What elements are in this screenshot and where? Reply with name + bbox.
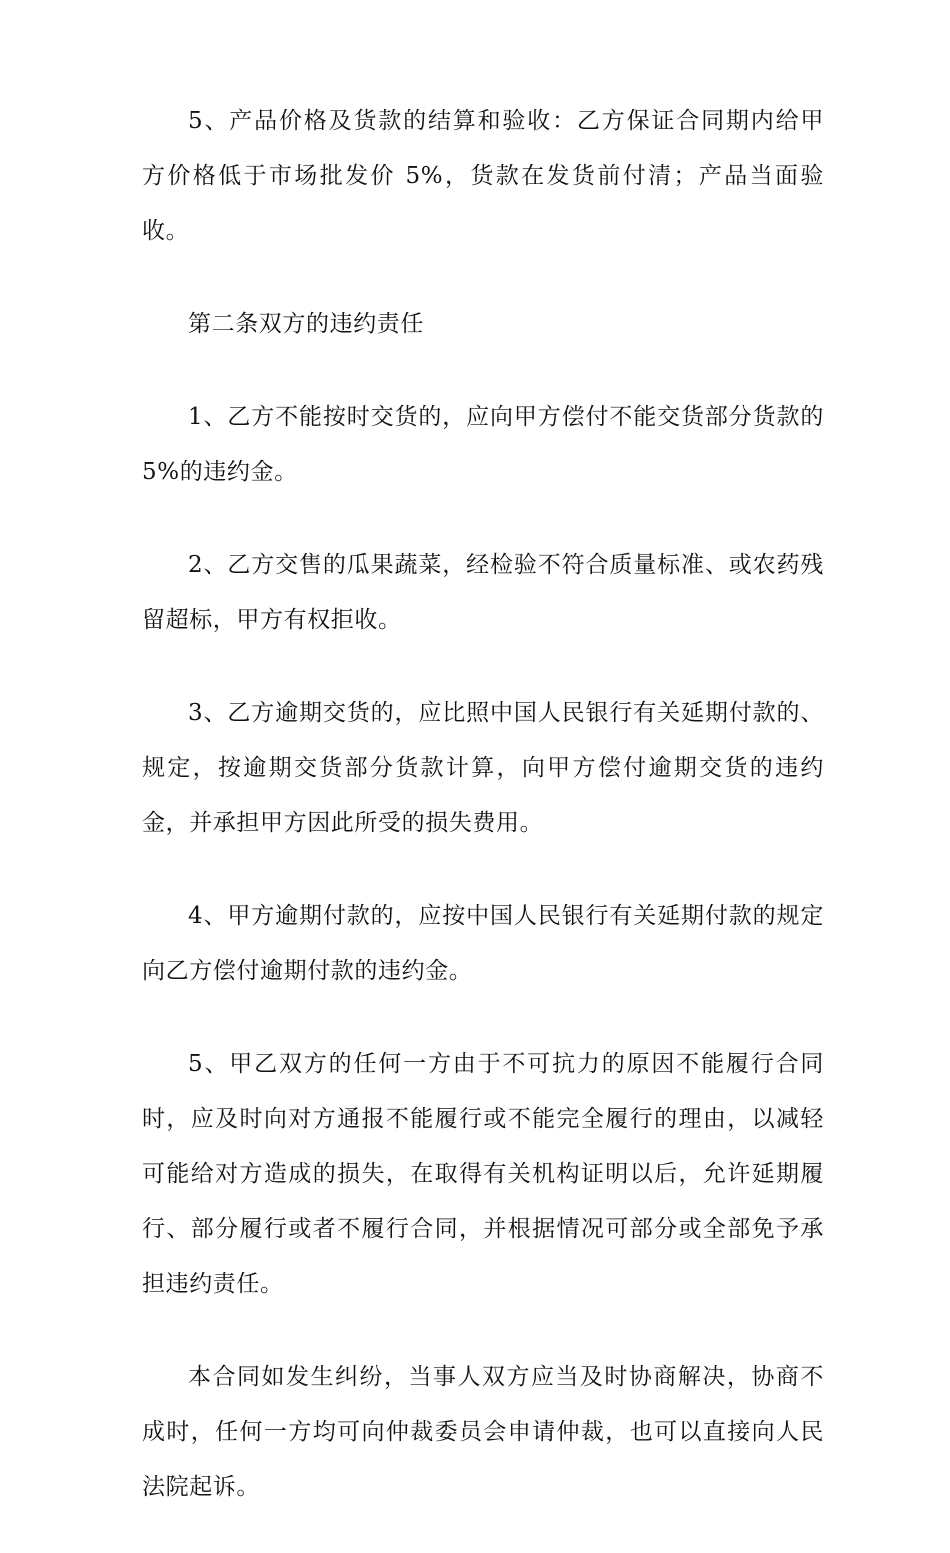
document-body: [142, 94, 824, 1553]
breach-clause-1: 1、乙方不能按时交货的，应向甲方偿付不能交货部分货款的 5%的违约金。: [142, 404, 824, 485]
breach-clause-2: 2、乙方交售的瓜果蔬菜，经检验不符合质量标准、或农药残留超标，甲方有权拒收。: [142, 552, 824, 633]
dispute-resolution-paragraph: 本合同如发生纠纷，当事人双方应当及时协商解决，协商不成时，任何一方均可向仲裁委员会申请仲裁，也可以直接向人民法院起诉。: [142, 1364, 824, 1500]
section-heading-breach-liability: 第二条双方的违约责任: [188, 311, 424, 337]
breach-clause-4: 4、甲方逾期付款的，应按中国人民银行有关延期付款的规定向乙方偿付逾期付款的违约金。: [142, 903, 824, 984]
clause-5-price-settlement: 5、产品价格及货款的结算和验收：乙方保证合同期内给甲 方价格低于市场批发价 5%，货款在发货前付清；产品当面验收。: [142, 108, 824, 244]
breach-clause-5: 5、甲乙双方的任何一方由于不可抗力的原因不能履行合同时，应及时向对方通报不能履行或不能完全履行的理由，以减轻可能给对方造成的损失，在取得有关机构证明以后，允许延期履行、部分履行或者不履行合同，并根据情况可部分或全部免予承担违约责任。: [142, 1051, 824, 1297]
breach-clause-3: 3、乙方逾期交货的，应比照中国人民银行有关延期付款的、规定，按逾期交货部分货款计算，向甲方偿付逾期交货的违约金，并承担甲方因此所受的损失费用。: [142, 700, 824, 836]
